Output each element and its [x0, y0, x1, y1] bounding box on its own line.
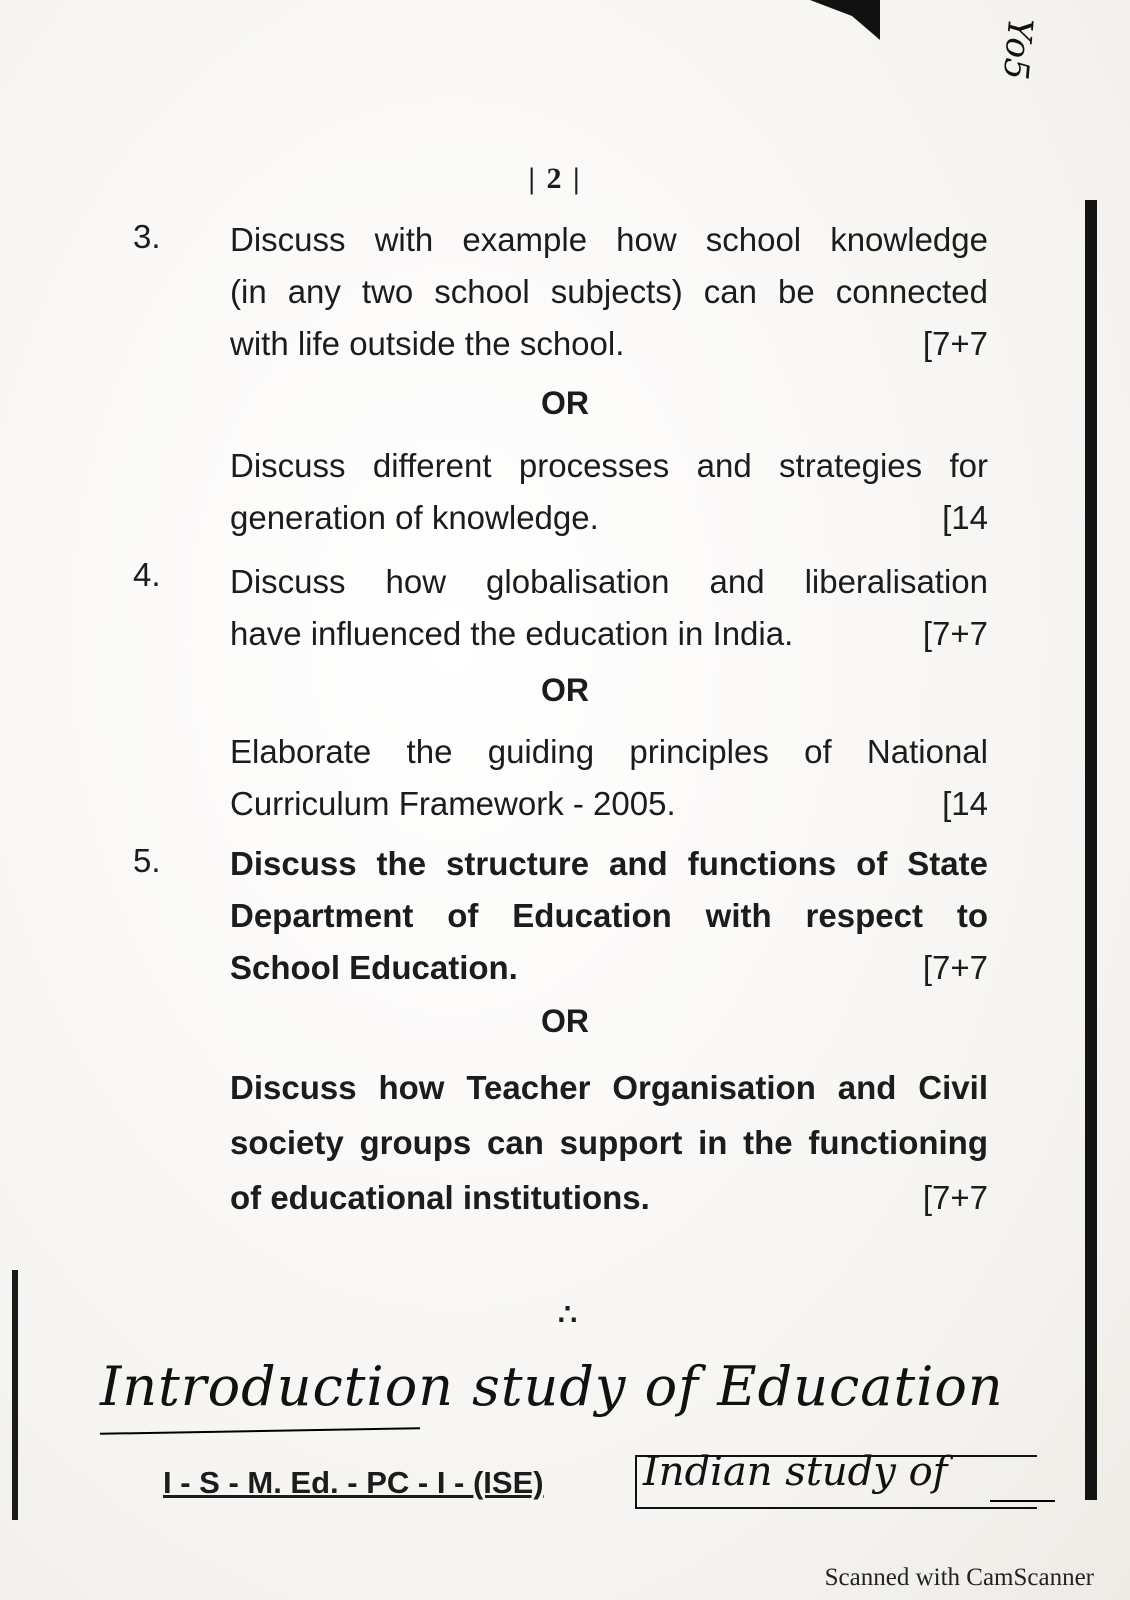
question-5-alt-line-3-text: of educational institutions.: [230, 1179, 650, 1216]
question-5-alt-line-2: society groups can support in the functioning: [230, 1124, 988, 1161]
question-3-line-3: [230, 318, 988, 370]
question-5-alt-text: [230, 1060, 988, 1225]
handwritten-title: Introduction study of Education: [100, 1355, 1004, 1418]
question-5-alt-marks: [7+7: [922, 1179, 988, 1216]
question-5-text: [230, 838, 988, 994]
question-5-line-2: Department of Education with respect to: [230, 897, 988, 934]
handwritten-box-note: Indian study of: [643, 1449, 948, 1495]
question-4-line-2: [230, 608, 988, 660]
page-number: | 2 |: [528, 162, 582, 195]
question-3-line-3-text: with life outside the school.: [230, 325, 625, 362]
question-4-alt-line-2-text: Curriculum Framework - 2005.: [230, 785, 676, 822]
question-5-or: OR: [541, 1003, 589, 1039]
question-3-line-1: Discuss with example how school knowledge: [230, 221, 988, 258]
question-4-or: OR: [541, 672, 589, 708]
scan-shadow-top: [810, 0, 880, 40]
question-5-number: 5.: [133, 842, 161, 879]
scanner-watermark: Scanned with CamScanner: [824, 1564, 1094, 1591]
scan-shadow-left: [12, 1270, 18, 1520]
handwritten-underline: [100, 1427, 420, 1435]
question-4-alt-marks: [14: [942, 785, 988, 822]
question-4-marks: [7+7: [922, 615, 988, 652]
question-3-or: OR: [541, 385, 589, 421]
handwritten-box: [635, 1449, 1037, 1509]
question-5-alt-line-3: [230, 1170, 988, 1225]
question-5-line-1: Discuss the structure and functions of State: [230, 845, 988, 882]
question-3-number: 3.: [133, 218, 161, 255]
end-mark: ∴: [558, 1299, 578, 1332]
question-3-alt-line-2-text: generation of knowledge.: [230, 499, 599, 536]
question-3-alt-line-1: Discuss different processes and strategies for: [230, 447, 988, 484]
question-3-alt-line-2: [230, 492, 988, 544]
question-3-text: [230, 214, 988, 370]
question-4-text: [230, 556, 988, 660]
question-3-line-2: (in any two school subjects) can be connected: [230, 273, 988, 310]
question-4-alt-line-1: Elaborate the guiding principles of National: [230, 733, 988, 770]
question-5-line-3: [230, 942, 988, 994]
question-5-alt-line-1: Discuss how Teacher Organisation and Civil: [230, 1069, 988, 1106]
question-4-line-2-text: have influenced the education in India.: [230, 615, 794, 652]
question-3-alt-text: [230, 440, 988, 544]
box-tail-stroke: [990, 1500, 1055, 1502]
question-5-marks: [7+7: [922, 949, 988, 986]
question-4-alt-line-2: [230, 778, 988, 830]
question-3-marks: [7+7: [922, 325, 988, 362]
question-4-number: 4.: [133, 556, 161, 593]
paper-code: I - S - M. Ed. - PC - I - (ISE): [163, 1465, 544, 1500]
question-3-alt-marks: [14: [942, 499, 988, 536]
corner-scribble: Yo5: [994, 16, 1040, 82]
question-5-line-3-text: School Education.: [230, 949, 518, 986]
question-4-line-1: Discuss how globalisation and liberalisation: [230, 563, 988, 600]
question-4-alt-text: [230, 726, 988, 830]
